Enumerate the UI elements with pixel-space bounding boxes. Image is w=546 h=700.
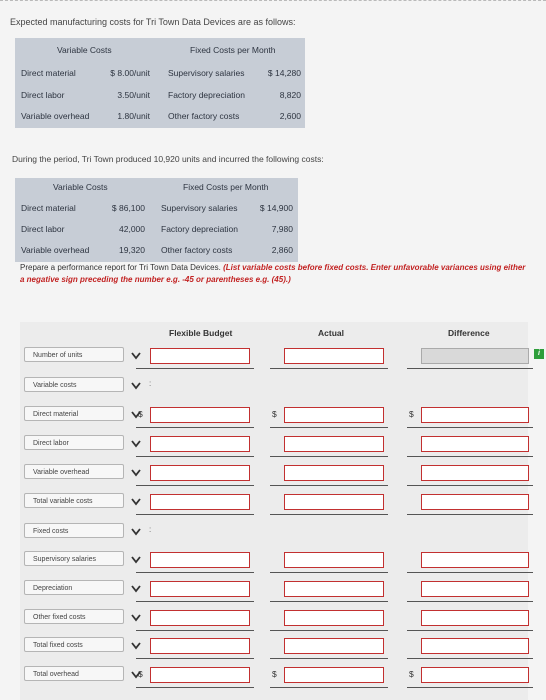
fixed-costs-header: Fixed Costs per Month [190, 45, 276, 55]
difference-input[interactable] [421, 667, 529, 683]
expected-variable-label: Direct material [21, 68, 76, 78]
actual-fixed-label: Supervisory salaries [161, 203, 238, 213]
difference-input[interactable] [421, 436, 529, 452]
actual-costs-table [15, 178, 298, 262]
cell-underline [407, 456, 533, 457]
expected-variable-label: Variable overhead [21, 111, 90, 121]
cell-underline [136, 630, 254, 631]
difference-input[interactable] [421, 465, 529, 481]
difference-input [421, 348, 529, 364]
row-colon: : [149, 379, 152, 388]
chevron-down-icon[interactable] [129, 524, 143, 539]
row-label-select[interactable] [24, 551, 124, 566]
actual-variable-value: 19,320 [119, 245, 145, 255]
cell-underline [270, 427, 388, 428]
row-label-select[interactable] [24, 406, 124, 421]
fixed-costs-header: Fixed Costs per Month [183, 182, 269, 192]
row-label-select[interactable] [24, 493, 124, 508]
expected-fixed-label: Supervisory salaries [168, 68, 245, 78]
cell-underline [407, 658, 533, 659]
dollar-sign: $ [409, 409, 414, 419]
actual-fixed-label: Factory depreciation [161, 224, 239, 234]
actual-input[interactable] [284, 610, 384, 626]
cell-underline [270, 485, 388, 486]
row-label-select[interactable] [24, 637, 124, 652]
dollar-sign: $ [272, 409, 277, 419]
cell-underline [270, 658, 388, 659]
cell-underline [136, 601, 254, 602]
expected-variable-value: $ 8.00/unit [110, 68, 150, 78]
row-label: Total variable costs [33, 498, 93, 505]
row-label: Depreciation [33, 585, 73, 592]
dollar-sign: $ [272, 669, 277, 679]
cell-underline [136, 687, 254, 688]
actual-variable-value: 42,000 [119, 224, 145, 234]
flexible-budget-header: Flexible Budget [169, 328, 233, 338]
row-label: Other fixed costs [33, 614, 86, 621]
cell-underline [136, 368, 254, 369]
cell-underline [407, 485, 533, 486]
flexible-budget-input[interactable] [150, 465, 250, 481]
chevron-down-icon[interactable] [129, 378, 143, 393]
flexible-budget-input[interactable] [150, 552, 250, 568]
difference-input[interactable] [421, 638, 529, 654]
expected-fixed-value: $ 14,280 [267, 68, 301, 78]
actual-input[interactable] [284, 348, 384, 364]
row-label: Total fixed costs [33, 642, 83, 649]
during-text: During the period, Tri Town produced 10,920 units and incurred the following costs: [12, 154, 324, 164]
variable-costs-header: Variable Costs [57, 45, 112, 55]
expected-fixed-label: Factory depreciation [168, 90, 246, 100]
actual-input[interactable] [284, 465, 384, 481]
flexible-budget-input[interactable] [150, 436, 250, 452]
difference-header: Difference [448, 328, 490, 338]
row-label: Number of units [33, 352, 83, 359]
chevron-down-icon[interactable] [129, 465, 143, 480]
actual-variable-value: $ 86,100 [111, 203, 145, 213]
cell-underline [270, 687, 388, 688]
cell-underline [270, 456, 388, 457]
expected-variable-value: 3.50/unit [117, 90, 150, 100]
chevron-down-icon[interactable] [129, 638, 143, 653]
cell-underline [136, 456, 254, 457]
row-label-select[interactable] [24, 464, 124, 479]
dollar-sign: $ [409, 669, 414, 679]
cell-underline [136, 514, 254, 515]
row-label: Fixed costs [33, 528, 69, 535]
actual-fixed-value: 2,860 [271, 245, 293, 255]
flexible-budget-input[interactable] [150, 667, 250, 683]
actual-variable-label: Direct material [21, 203, 76, 213]
cell-underline [407, 368, 533, 369]
actual-input[interactable] [284, 494, 384, 510]
top-divider [0, 0, 546, 1]
flexible-budget-input[interactable] [150, 494, 250, 510]
difference-input[interactable] [421, 610, 529, 626]
expected-variable-value: 1.80/unit [117, 111, 150, 121]
cell-underline [270, 572, 388, 573]
performance-report [20, 322, 528, 700]
expected-fixed-label: Other factory costs [168, 111, 240, 121]
cell-underline [270, 601, 388, 602]
actual-input[interactable] [284, 552, 384, 568]
actual-variable-label: Variable overhead [21, 245, 90, 255]
chevron-down-icon[interactable] [129, 552, 143, 567]
row-label: Direct labor [33, 440, 69, 447]
actual-fixed-label: Other factory costs [161, 245, 233, 255]
row-label-select[interactable] [24, 347, 124, 362]
cell-underline [407, 427, 533, 428]
row-label: Direct material [33, 411, 79, 418]
difference-input[interactable] [421, 552, 529, 568]
cell-underline [407, 572, 533, 573]
actual-input[interactable] [284, 581, 384, 597]
intro-text: Expected manufacturing costs for Tri Town Data Devices are as follows: [10, 17, 296, 27]
cell-underline [270, 368, 388, 369]
instructions [20, 262, 530, 286]
actual-header: Actual [318, 328, 344, 338]
chevron-down-icon[interactable] [129, 348, 143, 363]
row-label: Variable overhead [33, 469, 90, 476]
cell-underline [270, 514, 388, 515]
difference-input[interactable] [421, 494, 529, 510]
expected-costs-table [15, 38, 305, 128]
chevron-down-icon[interactable] [129, 436, 143, 451]
chevron-down-icon[interactable] [129, 610, 143, 625]
actual-input[interactable] [284, 407, 384, 423]
expected-fixed-value: 8,820 [279, 90, 301, 100]
row-label-select[interactable] [24, 435, 124, 450]
difference-input[interactable] [421, 581, 529, 597]
difference-input[interactable] [421, 407, 529, 423]
row-label-select[interactable] [24, 666, 124, 681]
row-label-select[interactable] [24, 580, 124, 595]
actual-input[interactable] [284, 436, 384, 452]
cell-underline [136, 485, 254, 486]
cell-underline [136, 658, 254, 659]
instructions-note: (List variable costs before fixed costs. Enter unfavorable variances using either a negative sign preceding the number e.g. -45 or parentheses e.g. (45).) [20, 263, 526, 284]
actual-fixed-value: 7,980 [271, 224, 293, 234]
expected-variable-label: Direct labor [21, 90, 65, 100]
cell-underline [270, 630, 388, 631]
variable-costs-header: Variable Costs [53, 182, 108, 192]
dollar-sign: $ [138, 669, 143, 679]
chevron-down-icon[interactable] [129, 494, 143, 509]
dollar-sign: $ [138, 409, 143, 419]
cell-underline [136, 427, 254, 428]
info-icon[interactable]: i [534, 349, 544, 359]
actual-input[interactable] [284, 667, 384, 683]
cell-underline [407, 514, 533, 515]
flexible-budget-input[interactable] [150, 581, 250, 597]
expected-fixed-value: 2,600 [279, 111, 301, 121]
cell-underline [136, 572, 254, 573]
cell-underline [407, 687, 533, 688]
flexible-budget-input[interactable] [150, 610, 250, 626]
cell-underline [407, 630, 533, 631]
row-colon: : [149, 525, 152, 534]
row-label-select[interactable] [24, 609, 124, 624]
row-label-select[interactable] [24, 523, 124, 538]
row-label: Supervisory salaries [33, 556, 97, 563]
flexible-budget-input[interactable] [150, 407, 250, 423]
instructions-plain: Prepare a performance report for Tri Town Data Devices. [20, 263, 224, 272]
chevron-down-icon[interactable] [129, 581, 143, 596]
actual-fixed-value: $ 14,900 [259, 203, 293, 213]
cell-underline [407, 601, 533, 602]
row-label-select[interactable] [24, 377, 124, 392]
row-label: Total overhead [33, 671, 79, 678]
actual-input[interactable] [284, 638, 384, 654]
flexible-budget-input[interactable] [150, 638, 250, 654]
actual-variable-label: Direct labor [21, 224, 65, 234]
flexible-budget-input[interactable] [150, 348, 250, 364]
row-label: Variable costs [33, 382, 77, 389]
